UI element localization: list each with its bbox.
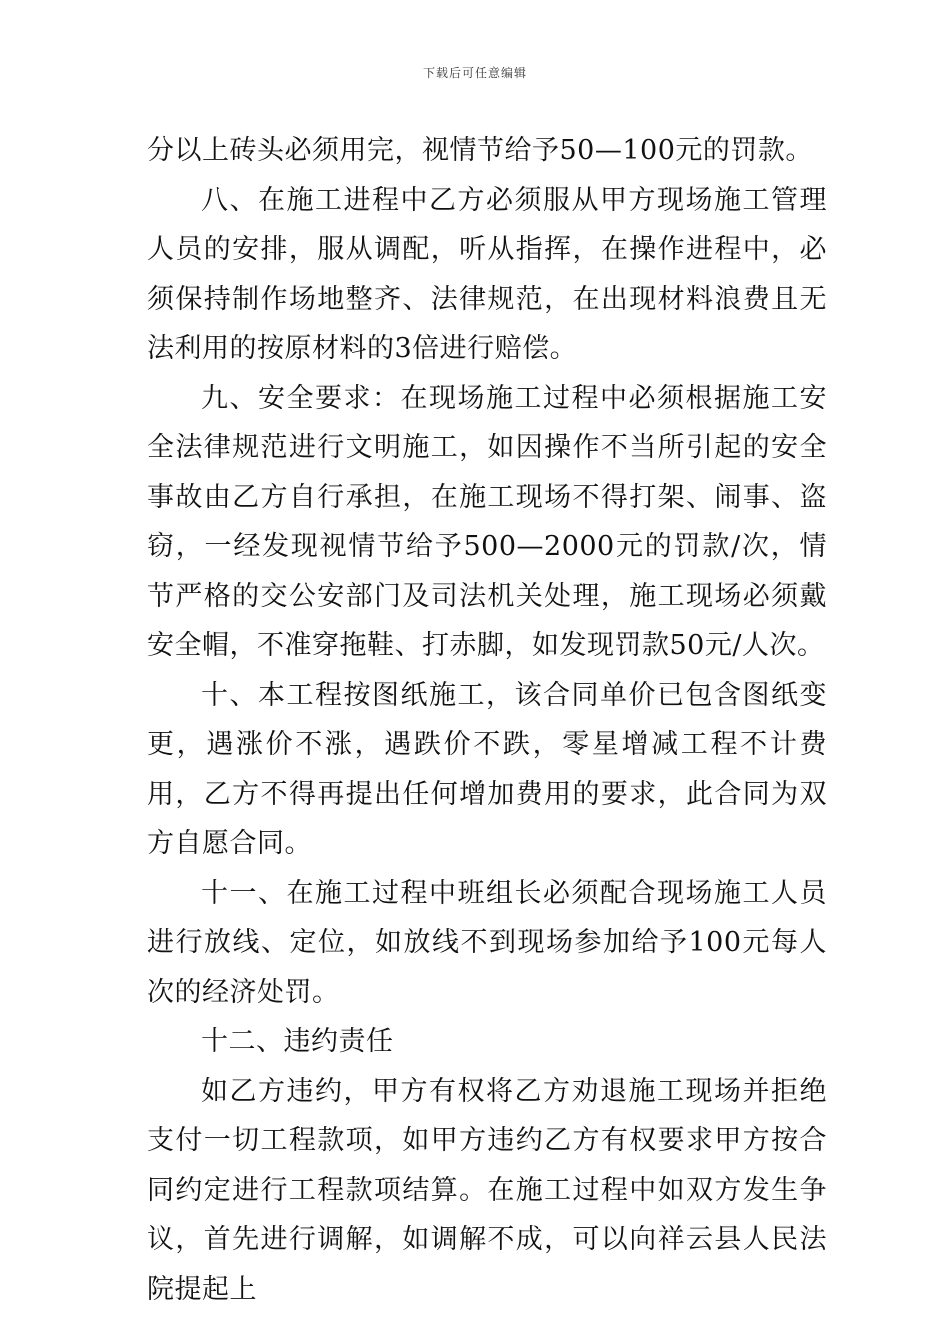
paragraph-clause-9-safety: 九、安全要求：在现场施工过程中必须根据施工安全法律规范进行文明施工，如因操作不当所引起的安全事故由乙方自行承担，在施工现场不得打架、闹事、盗窃，一经发现视情节给予500—2000元的罚款/次，情节严格的交公安部门及司法机关处理，施工现场必须戴安全帽，不准穿拖鞋、打赤脚，如发现罚款50元/人次。 xyxy=(147,382,827,661)
paragraph-clause-12-heading: 十二、违约责任 xyxy=(201,1026,394,1057)
paragraph-1: 分以上砖头必须用完，视情节给予50—100元的罚款。 xyxy=(147,135,813,166)
document-body xyxy=(147,126,827,1314)
paragraph-clause-11: 十一、在施工过程中班组长必须配合现场施工人员进行放线、定位，如放线不到现场参加给予100元每人次的经济处罚。 xyxy=(147,877,827,1008)
paragraph-clause-10: 十、本工程按图纸施工，该合同单价已包含图纸变更，遇涨价不涨，遇跌价不跌，零星增减工程不计费用，乙方不得再提出任何增加费用的要求，此合同为双方自愿合同。 xyxy=(147,679,827,859)
paragraph-breach-liability: 如乙方违约，甲方有权将乙方劝退施工现场并拒绝支付一切工程款项，如甲方违约乙方有权要求甲方按合同约定进行工程款项结算。在施工过程中如双方发生争议，首先进行调解，如调解不成，可以向祥云县人民法院提起上 xyxy=(147,1075,827,1305)
paragraph-clause-8: 八、在施工进程中乙方必须服从甲方现场施工管理人员的安排，服从调配，听从指挥，在操作进程中，必须保持制作场地整齐、法律规范，在出现材料浪费且无法利用的按原材料的3倍进行赔偿。 xyxy=(147,184,827,364)
page-header-note: 下载后可任意编辑 xyxy=(422,66,527,80)
